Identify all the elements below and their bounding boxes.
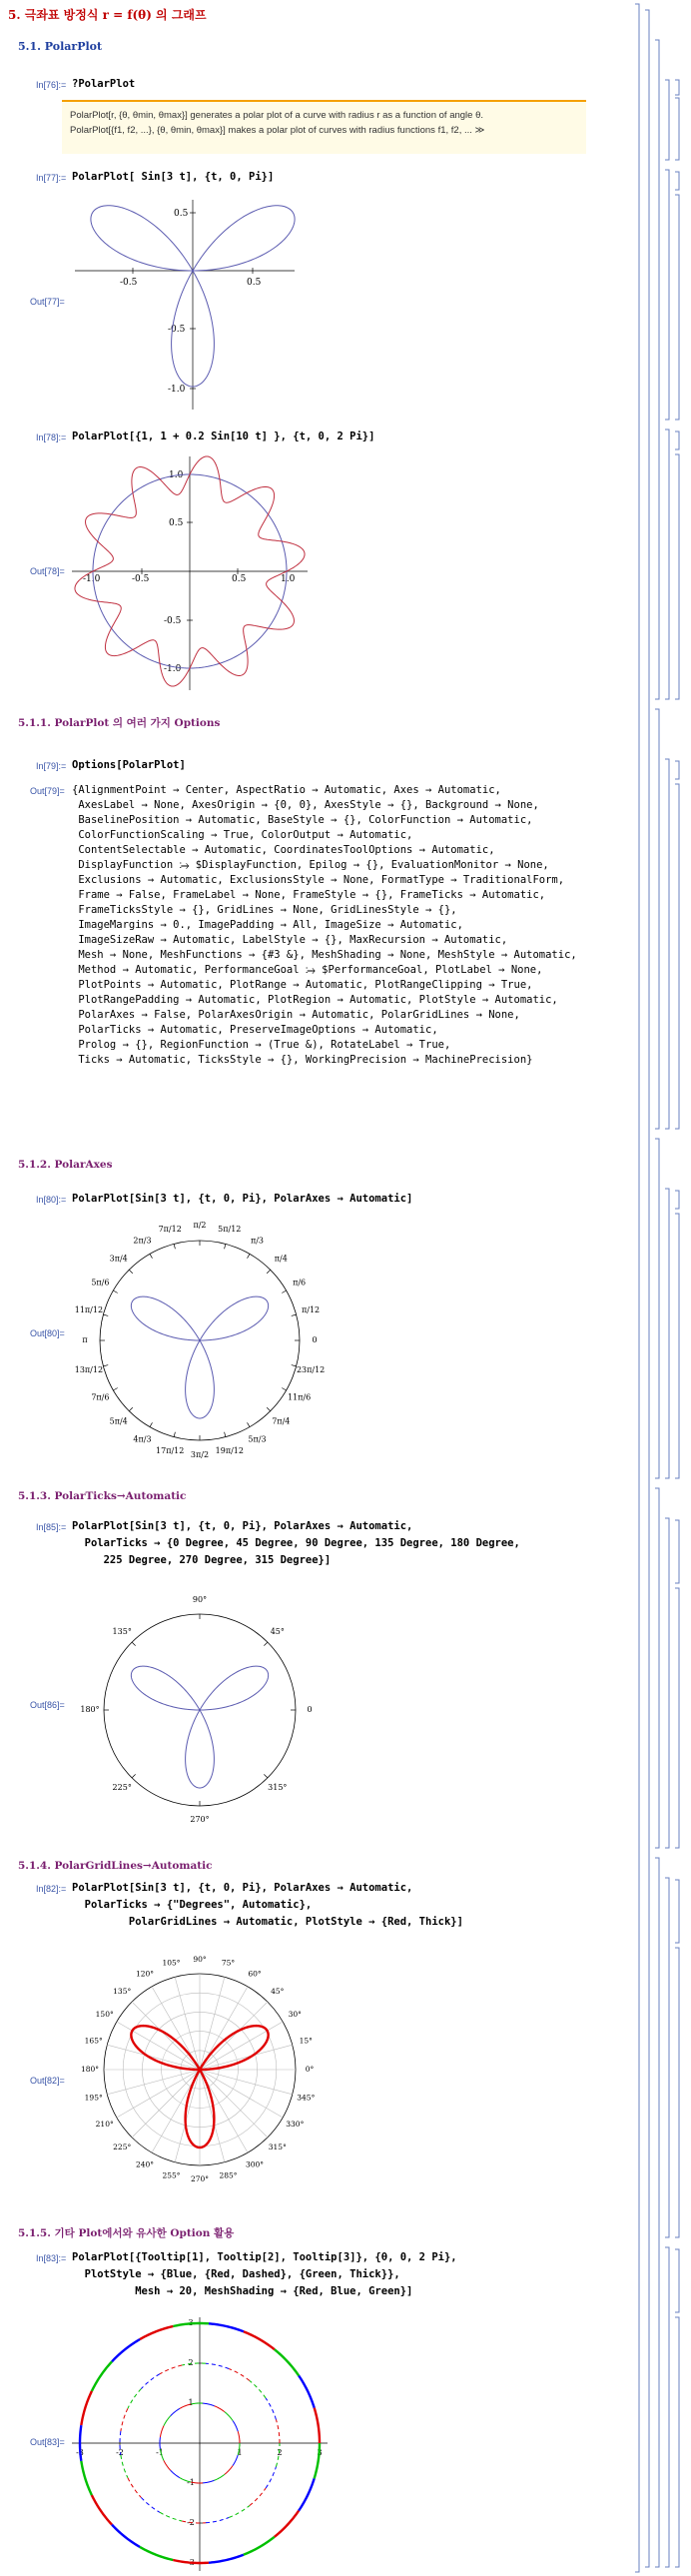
plot6-curve-segment [250, 2488, 266, 2505]
plot5-tick-label: 165° [84, 2036, 103, 2046]
options-line: FrameTicksStyle → {}, GridLines → None, GridLinesStyle → {}, [72, 904, 457, 916]
polar-plot-3[interactable] [70, 1214, 330, 1468]
out-label: Out[80]= [30, 1328, 65, 1338]
out-label: Out[86]= [30, 1700, 65, 1710]
plot6-curve-segment [215, 2474, 225, 2480]
options-output [72, 783, 577, 1068]
plot6-curve-segment [128, 2478, 141, 2498]
plot3-tick-label: 19π/12 [215, 1446, 244, 1456]
plot6-ytick-label: -1 [187, 2478, 195, 2487]
plot6-curve-segment [182, 2363, 206, 2365]
out-label: Out[77]= [30, 297, 65, 307]
in-label: In[85]:= [36, 1522, 67, 1532]
plot3-tick-label: π/3 [250, 1236, 265, 1246]
plot3-tick-mark [129, 1270, 133, 1274]
plot3-tick-mark [150, 1422, 153, 1426]
plot4-tick-label: 315° [268, 1782, 288, 1792]
plot3-tick-label: π/4 [274, 1254, 288, 1264]
plot3-tick-mark [267, 1407, 271, 1411]
polar-plot-6[interactable] [70, 2315, 330, 2573]
plot3-tick-label: 5π/4 [109, 1416, 128, 1426]
options-line: Exclusions → Automatic, ExclusionsStyle → None, FormatType → TraditionalForm, [72, 874, 565, 886]
plot5-grid-ray [132, 2002, 200, 2070]
code-input[interactable]: PolarPlot[{1, 1 + 0.2 Sin[10 t] }, {t, 0, 2 Pi}] [72, 430, 375, 442]
plot6-ytick-label: 3 [188, 2318, 194, 2327]
plot1-xtick: 0.5 [247, 278, 262, 288]
plot3-tick-mark [129, 1407, 133, 1411]
plot6-curve-segment [250, 2380, 266, 2397]
section-title: 5. 극좌표 방정식 r = f(θ) 의 그래프 [8, 8, 207, 22]
plot6-ytick-label: 1 [188, 2398, 194, 2407]
plot3-tick-mark [282, 1290, 286, 1293]
options-line: Ticks → Automatic, TicksStyle → {}, WorkingPrecision → MachinePrecision} [72, 1054, 533, 1066]
plot6-curve-segment [266, 2467, 276, 2488]
plot5-tick-label: 210° [95, 2120, 114, 2129]
plot6-curve-segment [160, 2426, 164, 2437]
plot3-tick-mark [248, 1422, 251, 1426]
plot4-tick-label: 180° [80, 1705, 100, 1714]
plot5-tick-label: 345° [297, 2093, 316, 2103]
plot3-tick-label: π/12 [302, 1305, 321, 1315]
plot1-axes [75, 200, 295, 410]
plot4-curve [131, 1666, 268, 1788]
in-label: In[77]:= [36, 173, 67, 183]
plot3-tick-label: 23π/12 [296, 1364, 326, 1374]
plot5-tick-label: 90° [193, 1955, 207, 1964]
plot3-tick-label: π/6 [293, 1278, 307, 1288]
plot6-curve-segment [276, 2419, 280, 2443]
plot3-tick-label: 4π/3 [133, 1434, 152, 1444]
plot4-tick-label: 45° [270, 1627, 285, 1637]
plot5-grid-ray [200, 2070, 283, 2118]
plot5-tick-label: 150° [95, 2010, 114, 2019]
plot3-tick-mark [113, 1388, 117, 1391]
polar-plot-5[interactable] [70, 1948, 330, 2192]
plot2-axes [72, 456, 308, 690]
plot3-tick-label: 17π/12 [156, 1446, 185, 1456]
plot5-tick-label: 270° [190, 2174, 210, 2183]
plot6-curve-segment [225, 2412, 233, 2421]
plot5-grid-ray [200, 1977, 225, 2070]
options-line: DisplayFunction ⧴ $DisplayFunction, Epilog → {}, EvaluationMonitor → None, [72, 859, 549, 871]
cell-brackets[interactable] [631, 0, 691, 2576]
plot6-curve-segment [160, 2512, 182, 2521]
plot6-xtick-label: -3 [76, 2448, 84, 2457]
options-line: ImageSizeRaw → Automatic, LabelStyle → {}, MaxRecursion → Automatic, [72, 934, 508, 946]
plot6-curve-segment [121, 2408, 128, 2431]
plot5-grid-ray [200, 2070, 268, 2138]
plot6-curve-segment [128, 2389, 141, 2409]
plot6-xtick-label: -2 [116, 2448, 124, 2457]
plot5-grid-ray [200, 2045, 293, 2070]
options-line: BaselinePosition → Automatic, BaseStyle → {}, ColorFunction → Automatic, [72, 814, 533, 826]
plot3-tick-label: 7π/4 [272, 1416, 291, 1426]
plot3-curve [131, 1296, 268, 1418]
polar-plot-4[interactable] [70, 1588, 330, 1838]
plot5-grid-ray [107, 2045, 200, 2070]
plot6-curve-segment [191, 2403, 203, 2404]
plot2-xtick: 1.0 [281, 574, 296, 584]
plot6-ytick-label: -3 [187, 2558, 195, 2567]
plot6-curve-segment [80, 2425, 81, 2461]
plot3-tick-label: π/2 [193, 1221, 207, 1230]
plot5-grid-ray [107, 2070, 200, 2095]
code-input-line[interactable]: PolarPlot[Sin[3 t], {t, 0, Pi}, PolarAxes → Automatic, [72, 1882, 413, 1894]
plot3-tick-label: 3π/2 [190, 1450, 210, 1459]
plot5-grid-ray [200, 2070, 293, 2095]
plot5-grid-ray [175, 1977, 200, 2070]
in-label: In[78]:= [36, 432, 67, 442]
plot5-tick-label: 225° [113, 2142, 132, 2151]
plot3-tick-label: 0 [312, 1335, 318, 1344]
plot5-tick-label: 180° [80, 2065, 100, 2074]
polargrid-title: 5.1.4. PolarGridLines→Automatic [18, 1860, 213, 1872]
plot3-tick-label: 5π/6 [91, 1278, 110, 1288]
plot3-tick-mark [267, 1270, 271, 1274]
plot6-xtick-label: 2 [277, 2448, 283, 2457]
options-line: ContentSelectable → Automatic, CoordinatesToolOptions → Automatic, [72, 844, 495, 856]
plot5-tick-label: 240° [135, 2159, 155, 2169]
plot6-curve-segment [244, 2331, 275, 2349]
in-label: In[76]:= [36, 80, 67, 90]
options-line: PolarTicks → Automatic, PreserveImageOptions → Automatic, [72, 1024, 438, 1036]
plot5-grid-ray [175, 2070, 200, 2162]
plot5-tick-label: 0° [305, 2065, 315, 2074]
plot6-curve-segment [225, 2466, 233, 2475]
out-label: Out[83]= [30, 2437, 65, 2447]
options-line: ColorFunctionScaling → True, ColorOutput → Automatic, [72, 829, 413, 841]
plot5-tick-label: 195° [84, 2093, 103, 2103]
code-input-line[interactable]: Mesh → 20, MeshShading → {Red, Blue, Green}] [72, 2285, 413, 2297]
plot6-curve-segment [275, 2511, 299, 2537]
plot3-tick-mark [174, 1432, 175, 1437]
plot3-tick-mark [225, 1432, 226, 1437]
plot1-ytick: -0.5 [168, 325, 186, 335]
options-line: AxesLabel → None, AxesOrigin → {0, 0}, AxesStyle → {}, Background → None, [72, 799, 539, 811]
plot2-ytick: 1.0 [169, 470, 184, 480]
in-label: In[79]:= [36, 761, 67, 771]
otherplot-title: 5.1.5. 기타 Plot에서와 유사한 Option 활용 [18, 2227, 235, 2239]
plot3-tick-label: π [82, 1335, 88, 1344]
plot2-xtick: -0.5 [132, 574, 150, 584]
plot6-curve-segment [299, 2478, 315, 2510]
plot3-tick-mark [150, 1254, 153, 1258]
in-label: In[80]:= [36, 1195, 67, 1205]
plot4-tick-label: 135° [112, 1627, 132, 1637]
options-title: 5.1.1. PolarPlot 의 여러 가지 Options [18, 717, 221, 729]
plot6-curve-segment [206, 2363, 229, 2368]
plot6-curve-segment [141, 2374, 160, 2389]
plot3-tick-label: 5π/12 [218, 1224, 242, 1234]
plot4-tick-mark [132, 1774, 136, 1778]
plot3-tick-label: 2π/3 [133, 1236, 152, 1246]
plot4-tick-label: 225° [112, 1782, 132, 1792]
plot1-ytick: 0.5 [174, 209, 189, 219]
code-input-line[interactable]: PolarTicks → {"Degrees", Automatic}, [72, 1899, 313, 1911]
plot4-tick-mark [264, 1642, 268, 1646]
polar-plot-2[interactable] [70, 454, 310, 694]
plot6-curve-segment [315, 2408, 320, 2443]
plot6-curve-segment [238, 2431, 240, 2443]
options-line: Mesh → None, MeshFunctions → {#3 &}, MeshShading → None, MeshStyle → Automatic, [72, 949, 577, 961]
plot5-tick-label: 105° [162, 1958, 181, 1968]
plot1-xtick: -0.5 [120, 278, 138, 288]
plot3-tick-label: 3π/4 [109, 1254, 128, 1264]
plot4-tick-mark [132, 1642, 136, 1646]
plot2-ytick: -1.0 [164, 664, 182, 674]
subsection-title: 5.1. PolarPlot [18, 40, 103, 53]
out-label: Out[82]= [30, 2076, 65, 2086]
plot3-tick-label: 7π/6 [91, 1392, 110, 1402]
plot6-xtick-label: 3 [317, 2448, 323, 2457]
plot6-curve-segment [209, 2323, 244, 2331]
in-label: In[83]:= [36, 2253, 67, 2263]
options-line: Frame → False, FrameLabel → None, FrameStyle → {}, FrameTicks → Automatic, [72, 889, 546, 901]
code-input-line[interactable]: PolarTicks → {0 Degree, 45 Degree, 90 Degree, 135 Degree, 180 Degree, [72, 1537, 520, 1549]
code-input[interactable]: ?PolarPlot [72, 78, 136, 90]
plot5-tick-label: 300° [245, 2159, 265, 2169]
plot4-tick-label: 0 [307, 1705, 313, 1714]
plot6-curve-segment [160, 2365, 182, 2374]
plot6-curve-segment [164, 2416, 171, 2426]
code-input[interactable]: Options[PolarPlot] [72, 759, 186, 771]
polaraxes-title: 5.1.2. PolarAxes [18, 1159, 113, 1171]
polar-plot-1[interactable] [70, 195, 300, 415]
in-label: In[82]:= [36, 1884, 67, 1894]
plot5-grid-ray [200, 2002, 268, 2070]
options-line: PlotRangePadding → Automatic, PlotRegion → Automatic, PlotStyle → Automatic, [72, 994, 558, 1006]
plot6-curve-segment [92, 2495, 112, 2525]
code-input-line[interactable]: PlotStyle → {Blue, {Red, Dashed}, {Green, Thick}}, [72, 2268, 400, 2280]
plot6-curve-segment [171, 2470, 180, 2477]
options-line: {AlignmentPoint → Center, AspectRatio → Automatic, Axes → Automatic, [72, 784, 501, 796]
plot5-tick-label: 75° [221, 1958, 236, 1968]
plot4-tick-label: 270° [190, 1815, 210, 1824]
usage-line-2[interactable]: PolarPlot[{f1, f2, ...}, {θ, θmin, θmax}] makes a polar plot of curves with radius functions f1, f2, ... ≫ [70, 125, 485, 136]
plot6-xtick-label: -1 [156, 2448, 164, 2457]
plot6-curve-segment [215, 2406, 225, 2412]
usage-box [62, 100, 586, 154]
plot6-curve-segment [209, 2555, 244, 2563]
plot3-tick-mark [292, 1314, 297, 1315]
plot6-curve-segment [233, 2455, 238, 2466]
plot3-tick-mark [103, 1314, 108, 1315]
code-input-line[interactable]: PolarGridLines → Automatic, PlotStyle → {Red, Thick}] [72, 1916, 463, 1928]
plot3-tick-label: 11π/12 [74, 1305, 104, 1315]
plot2-ytick: -0.5 [164, 616, 182, 626]
plot3-tick-label: 5π/3 [248, 1434, 267, 1444]
plot6-curve-segment [141, 2497, 160, 2512]
code-input-line[interactable]: PolarPlot[{Tooltip[1], Tooltip[2], Tooltip[3]}, {θ, 0, 2 Pi}, [72, 2251, 457, 2263]
plot5-grid-ray [200, 2070, 225, 2162]
plot2-xtick: 0.5 [232, 574, 247, 584]
usage-line-1: PolarPlot[r, {θ, θmin, θmax}] generates a polar plot of a curve with radius r as a function of angle θ. [70, 110, 484, 121]
out-label: Out[79]= [30, 786, 65, 796]
plot5-tick-label: 15° [299, 2036, 313, 2046]
plot3-tick-mark [103, 1365, 108, 1366]
plot6-curve-segment [140, 2547, 173, 2560]
plot6-ticks [76, 2318, 322, 2567]
plot6-curve-segment [191, 2482, 203, 2483]
plot4-tick-mark [264, 1774, 268, 1778]
plot2-xtick: -1.0 [83, 574, 101, 584]
options-line: ImageMargins → 0., ImagePadding → All, ImageSize → Automatic, [72, 919, 463, 931]
plot5-tick-label: 330° [286, 2120, 305, 2129]
plot6-curve-segment [203, 2403, 215, 2406]
plot5-grid-ray [132, 2070, 200, 2138]
plot5-tick-label: 315° [268, 2142, 287, 2151]
options-line: Method → Automatic, PerformanceGoal ⧴ $PerformanceGoal, PlotLabel → None, [72, 964, 543, 976]
plot4-tick-label: 90° [192, 1595, 208, 1604]
plot5-grid-ray [117, 2070, 200, 2118]
options-line: Prolog → {}, RegionFunction → (True &), RotateLabel → True, [72, 1039, 451, 1051]
plot6-xtick-label: 1 [237, 2448, 243, 2457]
plot3-tick-mark [282, 1388, 286, 1391]
code-input[interactable]: PolarPlot[Sin[3 t], {t, 0, Pi}, PolarAxes → Automatic] [72, 1193, 413, 1205]
plot3-tick-label: 11π/6 [287, 1392, 312, 1402]
plot6-curve-segment [229, 2369, 250, 2381]
plot5-tick-label: 60° [248, 1969, 262, 1979]
plot3-tick-mark [292, 1365, 297, 1366]
code-input-line[interactable]: PolarPlot[Sin[3 t], {t, 0, Pi}, PolarAxes → Automatic, [72, 1520, 413, 1532]
plot3-tick-label: 7π/12 [158, 1224, 182, 1234]
plot3-tick-mark [174, 1244, 175, 1249]
plot5-tick-label: 30° [288, 2010, 302, 2019]
plot6-curve-segment [112, 2525, 140, 2547]
plot6-curve-segment [203, 2480, 215, 2483]
plot3-tick-mark [248, 1254, 251, 1258]
plot6-curve-segment [81, 2391, 92, 2425]
plot6-axes [72, 2317, 328, 2571]
plot6-curve-segment [233, 2420, 238, 2431]
options-line: PolarAxes → False, PolarAxesOrigin → Automatic, PolarGridLines → None, [72, 1009, 520, 1021]
plot6-curve-segment [299, 2375, 315, 2407]
plot5-tick-label: 255° [162, 2170, 181, 2180]
plot6-ytick-label: -2 [187, 2518, 195, 2527]
plot1-ytick: -1.0 [168, 385, 186, 395]
plot6-curve-segment [140, 2326, 173, 2339]
plot6-curve-segment [229, 2506, 250, 2518]
plot6-curve-segment [81, 2461, 92, 2495]
plot6-curve-segment [112, 2339, 140, 2361]
plot6-curve-segment [244, 2537, 275, 2555]
code-input[interactable]: PolarPlot[ Sin[3 t], {t, 0, Pi}] [72, 171, 275, 183]
options-line: PlotPoints → Automatic, PlotRange → Automatic, PlotRangeClipping → True, [72, 979, 533, 991]
plot5-tick-label: 45° [271, 1987, 285, 1997]
plot3-tick-label: 13π/12 [74, 1364, 104, 1374]
plot6-curve-segment [171, 2408, 180, 2415]
plot6-curve-segment [275, 2349, 299, 2375]
plot6-curve-segment [266, 2398, 276, 2419]
plot6-ytick-label: 2 [188, 2358, 194, 2367]
plot6-curve-segment [121, 2455, 128, 2478]
plot6-curve-segment [92, 2361, 112, 2391]
code-input-line[interactable]: 225 Degree, 270 Degree, 315 Degree}] [72, 1554, 332, 1566]
plot5-tick-label: 285° [219, 2170, 238, 2180]
plot3-tick-mark [113, 1290, 117, 1293]
polarticks-title: 5.1.3. PolarTicks→Automatic [18, 1490, 187, 1502]
plot2-ytick: 0.5 [169, 518, 184, 528]
plot5-tick-label: 135° [113, 1987, 132, 1997]
plot6-curve-segment [206, 2517, 229, 2522]
out-label: Out[78]= [30, 566, 65, 576]
plot3-tick-mark [225, 1244, 226, 1249]
plot5-tick-label: 120° [135, 1969, 155, 1979]
plot6-curve-segment [164, 2460, 171, 2470]
